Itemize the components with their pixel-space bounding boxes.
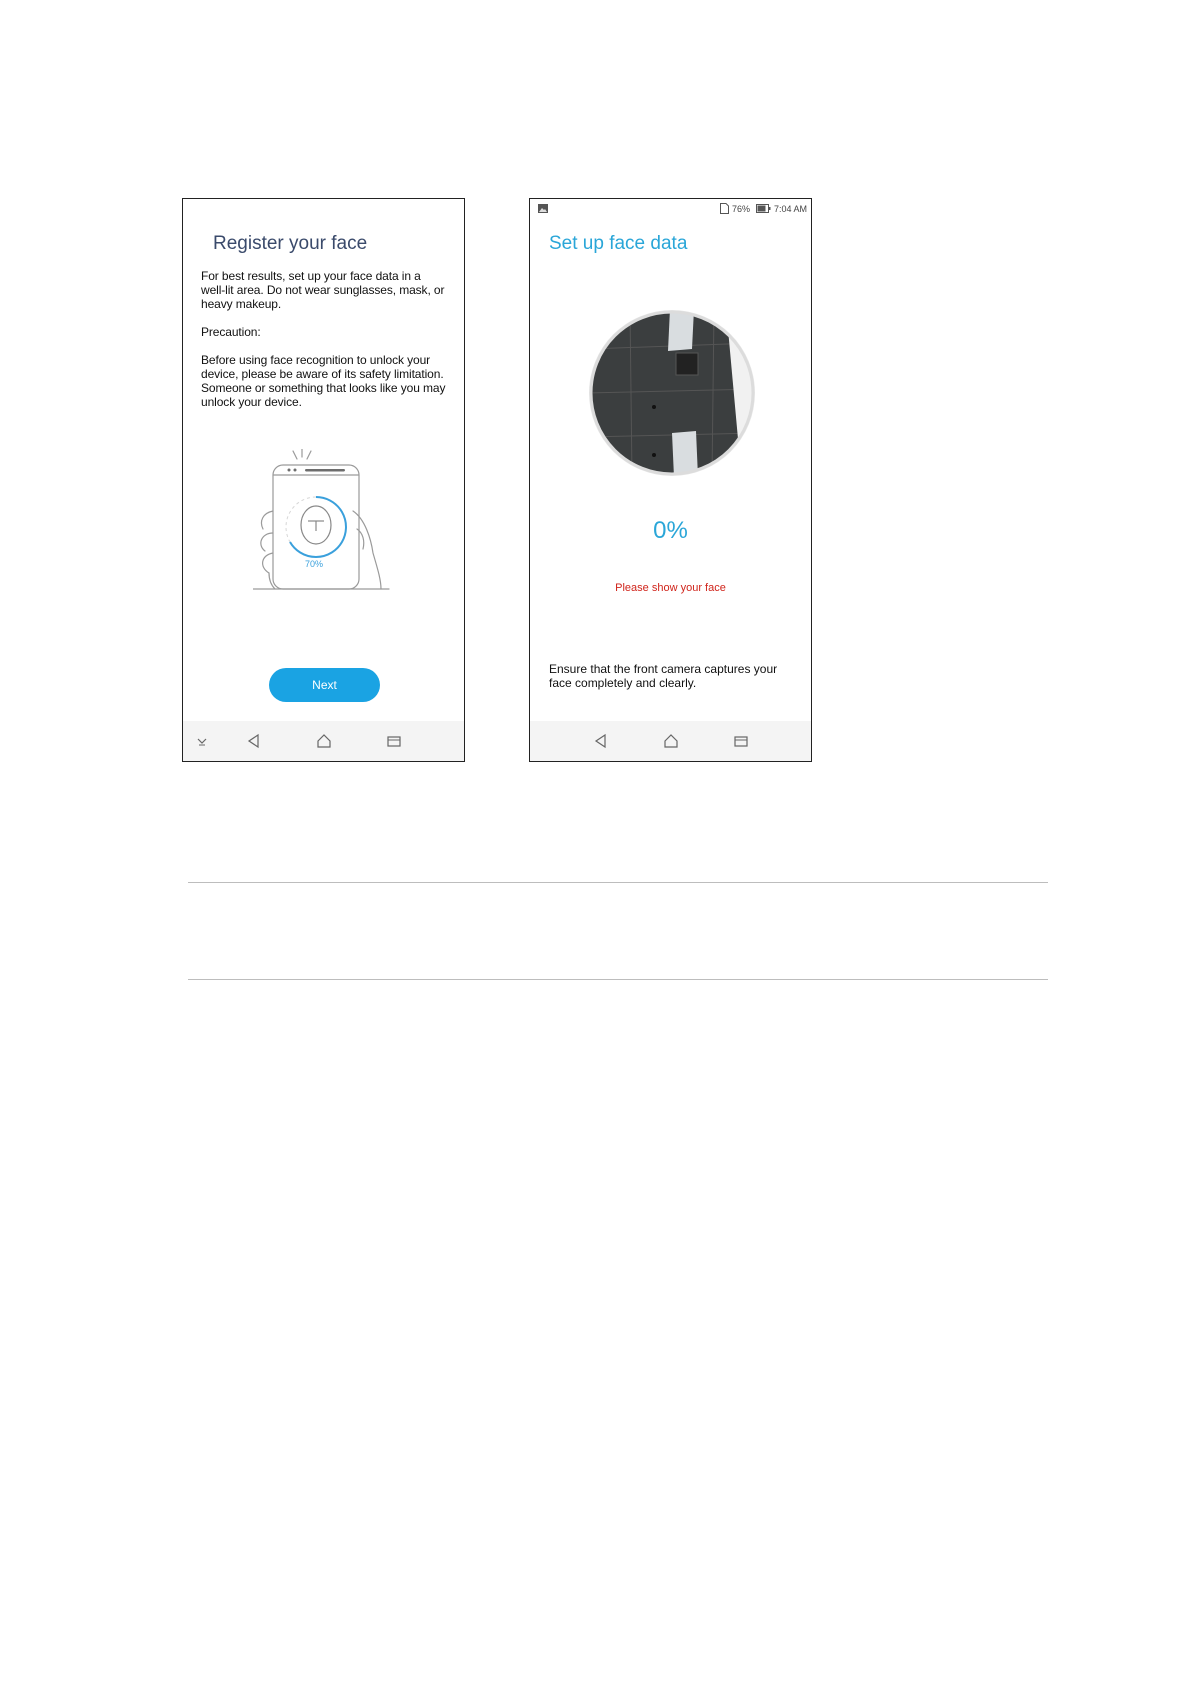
precaution-line: Before using face recognition to unlock your [201, 353, 431, 367]
recents-icon[interactable] [732, 732, 750, 750]
hand-holding-phone-illustration [253, 449, 393, 599]
navigation-bar [530, 721, 811, 761]
back-icon[interactable] [245, 732, 263, 750]
face-scan-progress: 0% [653, 517, 688, 544]
battery-icon [756, 204, 771, 213]
camera-instructions [549, 662, 799, 690]
status-bar [530, 199, 811, 219]
instructions-line: Ensure that the front camera captures your [549, 662, 778, 676]
home-icon[interactable] [662, 732, 680, 750]
precaution-line: unlock your device. [201, 395, 302, 409]
register-face-screen [182, 198, 465, 762]
recents-icon[interactable] [385, 732, 403, 750]
instructions-line: face completely and clearly. [549, 676, 697, 690]
instructions-paragraph [201, 269, 449, 311]
precaution-line: Someone or something that looks like you may [201, 381, 446, 395]
sim-card-icon [720, 203, 729, 214]
page-title: Set up face data [549, 233, 688, 254]
navigation-bar [183, 721, 464, 761]
divider-bottom [188, 979, 1048, 980]
divider-top [188, 882, 1048, 883]
home-icon[interactable] [315, 732, 333, 750]
illustration-percent-label: 70% [305, 559, 324, 569]
status-time: 7:04 AM [774, 204, 808, 214]
back-icon[interactable] [592, 732, 610, 750]
instructions-line: well-lit area. Do not wear sunglasses, mask, or [201, 283, 445, 297]
face-detection-status: Please show your face [615, 582, 726, 594]
instructions-line: For best results, set up your face data in a [201, 269, 421, 283]
instructions-line: heavy makeup. [201, 297, 282, 311]
precaution-line: device, please be aware of its safety limitation. [201, 367, 444, 381]
precaution-paragraph [201, 353, 449, 409]
precaution-label: Precaution: [201, 325, 261, 339]
hide-keyboard-icon[interactable] [193, 732, 211, 750]
camera-preview [588, 309, 756, 477]
page-title: Register your face [213, 233, 368, 254]
next-button[interactable]: Next [269, 668, 380, 702]
setup-face-data-screen [529, 198, 812, 762]
image-notification-icon [538, 204, 548, 213]
battery-percent: 76% [732, 204, 751, 214]
